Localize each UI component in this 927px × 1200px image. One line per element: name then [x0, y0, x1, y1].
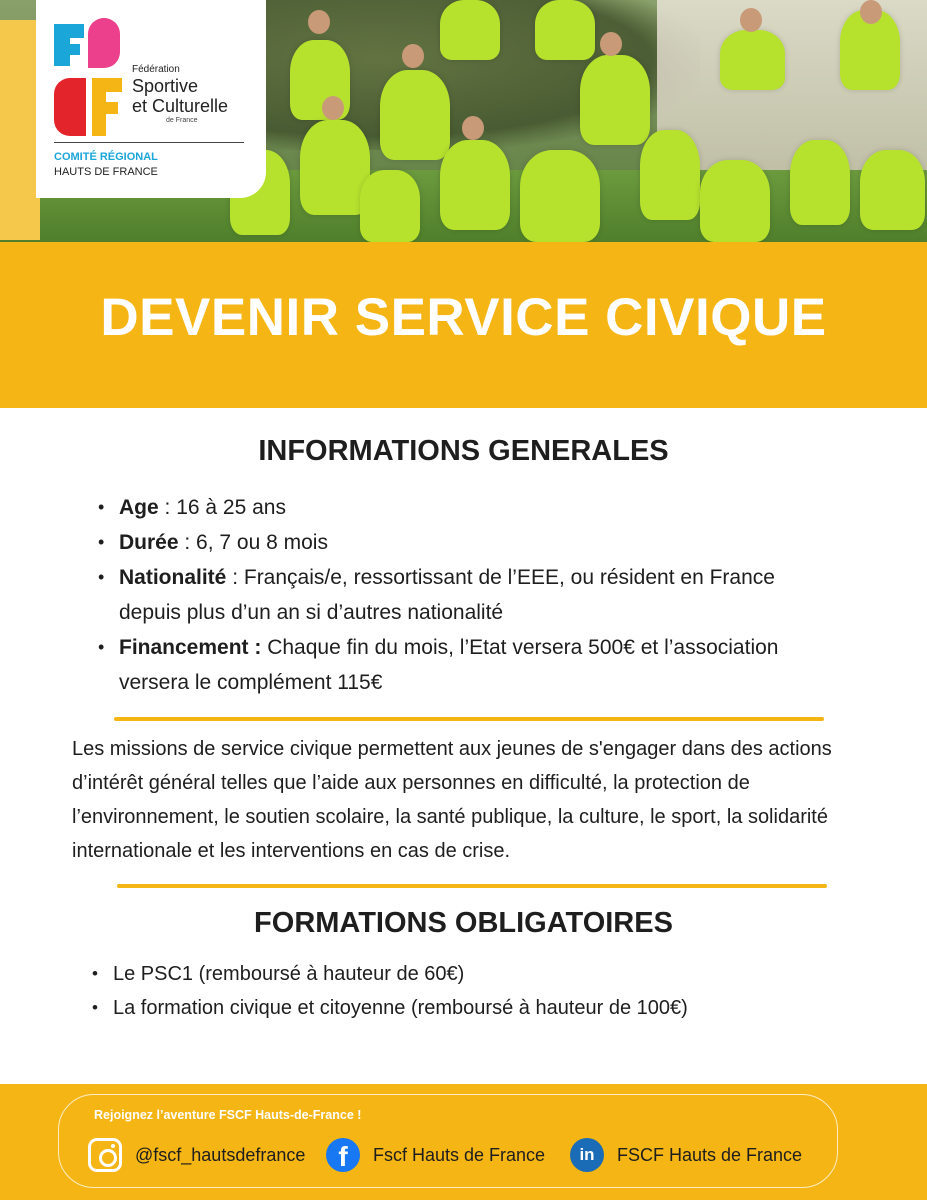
footer-join-text: Rejoignez l’aventure FSCF Hauts-de-France ! [94, 1108, 362, 1122]
divider [114, 717, 824, 721]
facebook-icon: f [326, 1138, 360, 1172]
instagram-link[interactable] [88, 1137, 305, 1173]
list-item [98, 525, 838, 560]
formations-list [92, 957, 852, 1025]
info-heading: INFORMATIONS GENERALES [258, 435, 669, 467]
logo-comite: COMITÉ RÉGIONAL [54, 151, 158, 163]
facebook-handle: Fscf Hauts de France [373, 1144, 546, 1165]
info-value: : 6, 7 ou 8 mois [178, 531, 328, 554]
logo-de-france: de France [166, 117, 198, 124]
fscf-logo [36, 0, 266, 198]
logo-culturelle: et Culturelle [132, 96, 229, 116]
info-list [98, 490, 838, 700]
logo-divider [54, 142, 244, 143]
logo-sportive: Sportive [132, 76, 199, 96]
instagram-handle: @fscf_hautsdefrance [135, 1144, 306, 1165]
facebook-link[interactable] [326, 1137, 545, 1173]
info-value: : 16 à 25 ans [158, 496, 286, 519]
logo-federation: Fédération [132, 64, 180, 75]
info-label: Nationalité [119, 566, 227, 589]
list-item [98, 630, 838, 700]
info-value: Chaque fin du mois, l’Etat versera 500€ et l’association versera le complément 115€ [119, 636, 779, 694]
divider [117, 884, 827, 888]
list-item [98, 560, 838, 630]
info-label: Age [119, 496, 159, 519]
info-value: : Français/e, ressortissant de l’EEE, ou résident en France depuis plus d’un an si d’autres nationalité [119, 566, 775, 624]
list-item: • La formation civique et citoyenne (remboursé à hauteur de 100€) [92, 991, 852, 1025]
linkedin-handle: FSCF Hauts de France [617, 1144, 803, 1165]
fscf-monogram-icon [54, 18, 124, 136]
logo-region: HAUTS DE FRANCE [54, 166, 158, 178]
linkedin-icon: in [570, 1138, 604, 1172]
info-label: Financement : [119, 636, 262, 659]
info-label: Durée [119, 531, 179, 554]
formations-heading: FORMATIONS OBLIGATOIRES [254, 907, 673, 939]
list-item [98, 490, 838, 525]
page-title: DEVENIR SERVICE CIVIQUE [100, 288, 827, 347]
missions-paragraph: Les missions de service civique permettent aux jeunes de s'engager dans des actions d’intérêt général telles que l’aide aux personnes en difficulté, la protection de l’environnement, le soutien scolaire, la santé publique, la culture, le sport, la solidarité internationale et les interventions en cas de crise. [72, 738, 832, 862]
linkedin-link[interactable] [570, 1137, 802, 1173]
list-item: • Le PSC1 (remboursé à hauteur de 60€) [92, 957, 852, 991]
instagram-icon [88, 1138, 122, 1172]
